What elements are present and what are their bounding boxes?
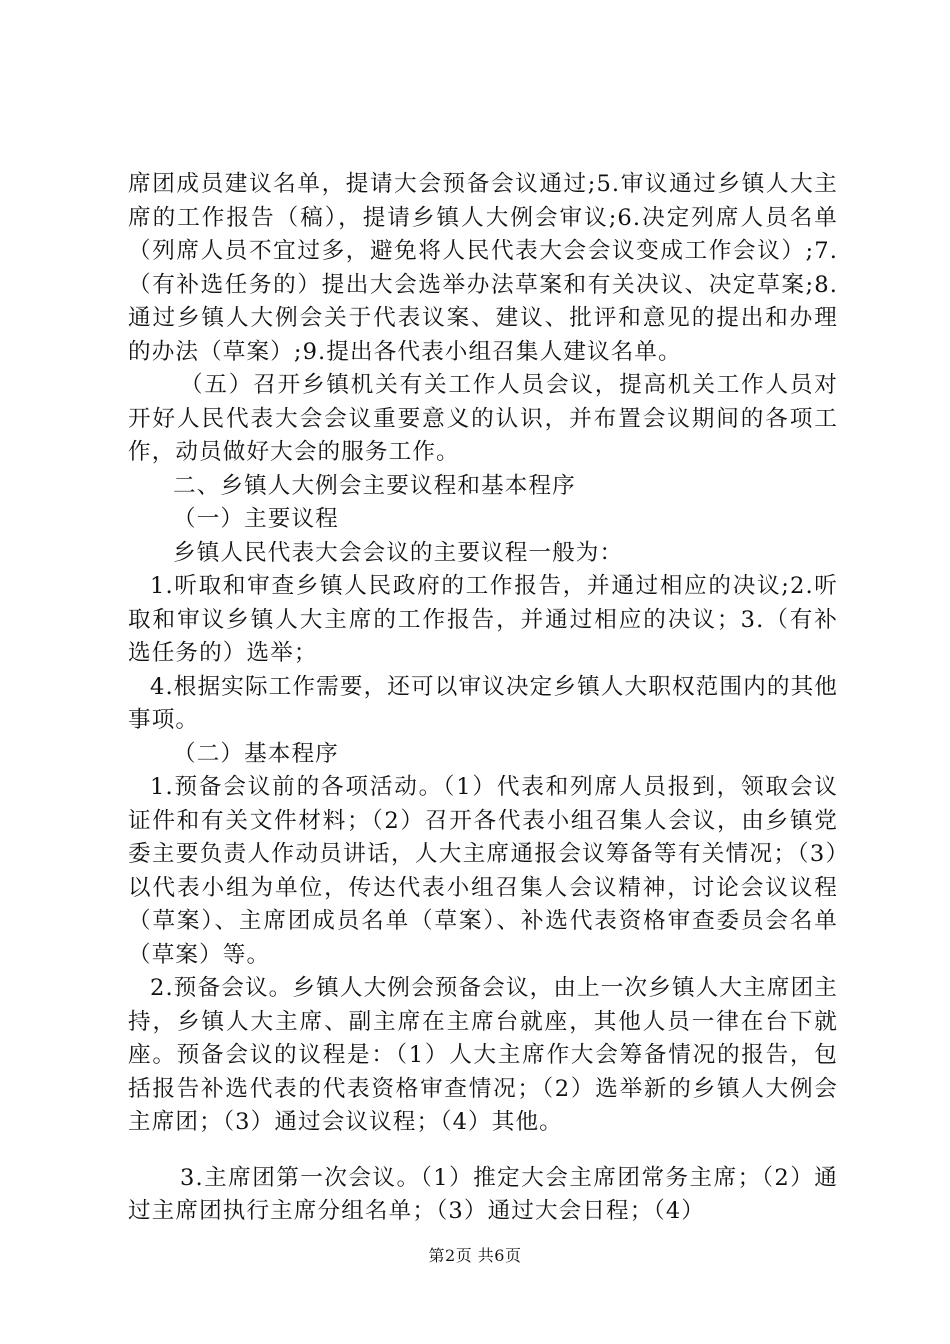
page-number-footer: 第2页 共6页 <box>428 1246 522 1265</box>
paragraph-procedure-three: 3.主席团第一次会议。（1）推定大会主席团常务主席；（2）通过主席团执行主席分组名单；（3）通过大会日程；（4） <box>128 1164 838 1224</box>
paragraph-agenda-items: 1.听取和审查乡镇人民政府的工作报告，并通过相应的决议;2.听取和审议乡镇人大主席的工作报告，并通过相应的决议；3.（有补选任务的）选举； <box>128 573 838 666</box>
paragraph-agenda-item-four: 4.根据实际工作需要，还可以审议决定乡镇人大职权范围内的其他事项。 <box>128 673 838 733</box>
paragraph-agenda-intro: 乡镇人民代表大会会议的主要议程一般为： <box>173 539 624 566</box>
section-heading-two: 二、乡镇人大例会主要议程和基本程序 <box>173 472 576 499</box>
paragraph-procedure-one: 1.预备会议前的各项活动。（1）代表和列席人员报到，领取会议证件和有关文件材料；（2）召开各代表小组召集人会议，由乡镇党委主要负责人作动员讲话，人大主席通报会议筹备等有关情况；（3）以代表小组为单位，传达代表小组召集人会议精神，讨论会议议程（草案）、主席团成员名单（草案）、补选代表资格审查委员会名单（草案）等。 <box>128 774 838 968</box>
paragraph-continuation: 席团成员建议名单，提请大会预备会议通过;5.审议通过乡镇人大主席的工作报告（稿），提请乡镇人大例会审议;6.决定列席人员名单（列席人员不宜过多，避免将人民代表大会会议变成工作会议）;7.（有补选任务的）提出大会选举办法草案和有关决议、决定草案;8.通过乡镇人大例会关于代表议案、建议、批评和意见的提出和办理的办法（草案）;9.提出各代表小组召集人建议名单。 <box>128 171 838 365</box>
paragraph-section-five: （五）召开乡镇机关有关工作人员会议，提高机关工作人员对开好人民代表大会会议重要意义的认识，并布置会议期间的各项工作，动员做好大会的服务工作。 <box>128 372 838 465</box>
subheading-main-agenda: （一）主要议程 <box>173 506 339 532</box>
document-body <box>128 168 838 1229</box>
paragraph-procedure-two: 2.预备会议。乡镇人大例会预备会议，由上一次乡镇人大主席团主持，乡镇人大主席、副主席在主席台就座，其他人员一律在台下就座。预备会议的议程是：（1）人大主席作大会筹备情况的报告，包括报告补选代表的代表资格审查情况；（2）选举新的乡镇人大例会主席团；（3）通过会议议程；（4）其他。 <box>128 975 838 1135</box>
subheading-basic-procedure: （二）基本程序 <box>173 740 339 767</box>
